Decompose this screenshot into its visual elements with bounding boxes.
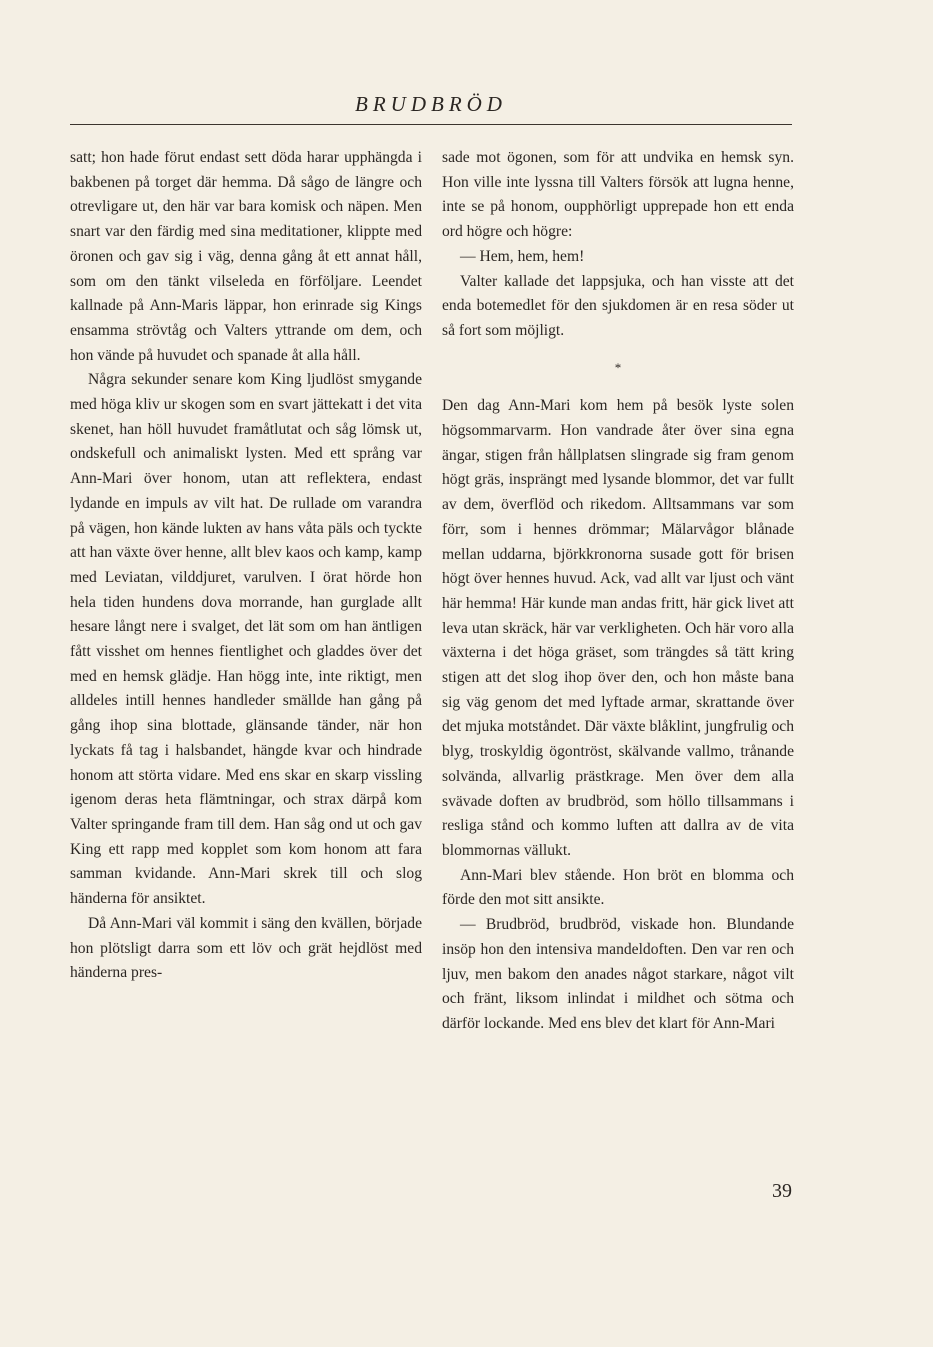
left-column xyxy=(70,146,422,986)
paragraph: Den dag Ann-Mari kom hem på besök lyste solen högsommarvarm. Hon vandrade åter över sina egna ängar, stigen från hållplatsen slingrade sig fram genom högt gräs, insprängt med lysande blommor, det var fullt av dem, överflöd och rikedom. Alltsammans var som förr, som i hennes drömmar; Mälarvågor blånade mellan uddarna, björkkronorna susade gott för brisen högt över hennes huvud. Ack, vad allt var ljust och vänt här hemma! Här kunde man andas fritt, här gick livet att leva utan skräck, här var verkligheten. Och här voro alla växterna i det höga gräset, som trängdes så tätt kring stigen att det slog ihop över den, och hon måste bana sig väg genom det med lyftade armar, skrattande över det mjuka motståndet. Där växte blåklint, jungfrulig och blyg, troskyldig ögontröst, skälvande vallmo, trånande solvända, allvarlig prästkrage. Men över dem alla svävade doften av brudbröd, som höllo tillsammans i resliga stånd och kommo luften att dallra av de vita blommornas vällukt. xyxy=(442,397,794,859)
header-rule xyxy=(70,124,792,125)
section-break: * xyxy=(614,359,622,375)
paragraph: Valter kallade det lappsjuka, och han visste att det enda botemedlet för den sjukdomen är en resa söder ut så fort som möjligt. xyxy=(442,272,794,339)
paragraph: Då Ann-Mari väl kommit i säng den kvällen, började hon plötsligt darra som ett löv och grät hejdlöst med händerna pres- xyxy=(70,914,422,982)
paragraph: — Hem, hem, hem! xyxy=(460,247,585,265)
running-header: BRUDBRÖD xyxy=(355,92,507,116)
paragraph: satt; hon hade förut endast sett döda harar upphängda i bakbenen på torget där hemma. Då sågo de längre och otrevligare ut, den här var bara komisk och näpen. Men snart var den färdig med sina meditationer, klippte med öronen och gav sig i väg, denna gång åt ett annat håll, som om den tänkt vilseleda en förföljare. Leendet kallnade på Ann-Maris läppar, hon erinrade sig Kings ensamma strövtåg och Valters yttrande om dem, och hon vände på huvudet och spanade åt alla håll. xyxy=(70,149,422,364)
page-number: 39 xyxy=(772,1180,792,1202)
paragraph: — Brudbröd, brudbröd, viskade hon. Blundande insöp hon den intensiva mandeldoften. Den var ren och ljuv, men bakom den anades något starkare, något vilt och fränt, liksom inlindat i mildhet och sötma och därför lockande. Med ens blev det klart för Ann-Mari xyxy=(442,916,794,1032)
right-column xyxy=(442,146,794,1037)
paragraph: sade mot ögonen, som för att undvika en hemsk syn. Hon ville inte lyssna till Valters försök att lugna henne, inte se på honom, oupphörligt upprepade hon ett enda ord högre och högre: xyxy=(442,149,794,241)
paragraph: Ann-Mari blev stående. Hon bröt en blomma och förde den mot sitt ansikte. xyxy=(442,866,794,909)
paragraph: Några sekunder senare kom King ljudlöst smygande med höga kliv ur skogen som en svart jättekatt i det vita skenet, han höll huvudet framåtlutat och såg lömsk ut, ondskefull och animaliskt lysten. Med ett språng var Ann-Mari över honom, utan att reflektera, endast lydande en impuls av vilt hat. De rullade om varandra på vägen, hon kände lukten av hans våta päls och tyckte att han växte över henne, allt blev kaos och kamp, kamp med Leviatan, vilddjuret, varulven. I örat hörde hon hela tiden hundens dova morrande, han gurglade allt hesare långt nere i svalget, det lät som om han äntligen fått visshet om hennes fientlighet och gladdes över det med en hemsk glädje. Han högg inte, inte riktigt, men alldeles intill hennes handleder smällde han gång på gång ihop sina blottade, glänsande tänder, när hon lyckats få tag i halsbandet, hängde kvar och hindrade honom att störta vidare. Med ens skar en skarp vissling igenom deras heta flämtningar, och strax därpå kom Valter springande fram till dem. Han såg ond ut och gav King ett rapp med kopplet som kom honom att fara samman kvidande. Ann-Mari skrek till och slog händerna för ansiktet. xyxy=(70,371,422,908)
